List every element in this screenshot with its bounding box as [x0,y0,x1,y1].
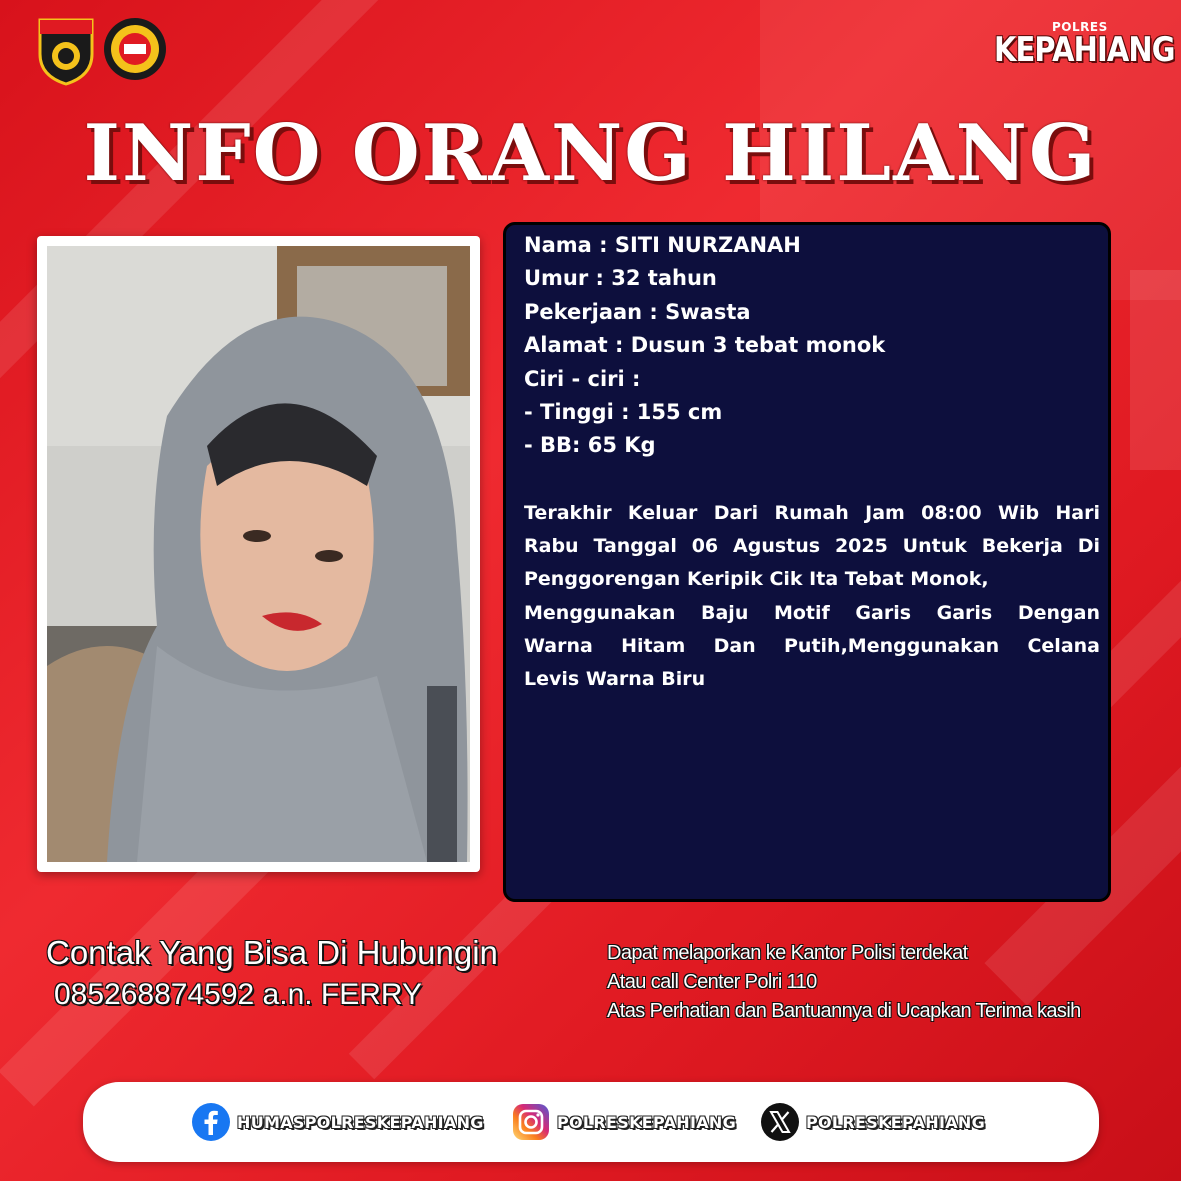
missing-person-photo [47,246,470,862]
report-line: Atau call Center Polri 110 [607,971,817,993]
polres-bengkulu-logo [36,14,96,86]
humas-polri-logo [102,16,168,82]
description-line: Warna Hitam Dan Putih,Menggunakan Celana [524,635,1100,657]
x-icon [760,1102,800,1142]
description-line: Rabu Tanggal 06 Agustus 2025 Untuk Bekerja Di [524,535,1100,557]
instagram-link[interactable] [511,1102,736,1142]
characteristics-label: Ciri - ciri : [524,367,641,391]
report-line: Atas Perhatian dan Bantuannya di Ucapkan Terima kasih [607,1000,1081,1022]
age-field: Umur : 32 tahun [524,266,717,290]
weight-field: - BB: 65 Kg [524,433,656,457]
description-line: Menggunakan Baju Motif Garis Garis Dengan [524,602,1100,624]
portrait-illustration [47,246,470,862]
height-field: - Tinggi : 155 cm [524,400,723,424]
facebook-icon [191,1102,231,1142]
page-title: INFO ORANG HILANG [83,108,1098,199]
occupation-field: Pekerjaan : Swasta [524,300,751,324]
name-field: Nama : SITI NURZANAH [524,233,801,257]
bg-light-panel-right [1130,270,1181,470]
instagram-handle: POLRESKEPAHIANG [557,1112,737,1132]
description-line: Terakhir Keluar Dari Rumah Jam 08:00 Wib Hari [524,502,1100,524]
address-field: Alamat : Dusun 3 tebat monok [524,333,886,357]
photo-frame [37,236,480,872]
description-line: Penggorengan Keripik Cik Ita Tebat Monok, [524,568,989,590]
facebook-link[interactable] [191,1102,484,1142]
facebook-handle: HUMASPOLRESKEPAHIANG [237,1112,484,1132]
brand-small-label: POLRES [1052,20,1108,34]
x-link[interactable] [760,1102,985,1142]
instagram-icon [511,1102,551,1142]
description-line: Levis Warna Biru [524,668,706,690]
x-handle: POLRESKEPAHIANG [806,1112,986,1132]
contact-number: 085268874592 a.n. FERRY [54,978,423,1011]
brand-name: KEPAHIANG [994,30,1175,70]
contact-title: Contak Yang Bisa Di Hubungin [46,934,498,971]
info-panel [503,222,1111,902]
social-footer [83,1082,1099,1162]
report-line: Dapat melaporkan ke Kantor Polisi terdekat [607,942,968,964]
